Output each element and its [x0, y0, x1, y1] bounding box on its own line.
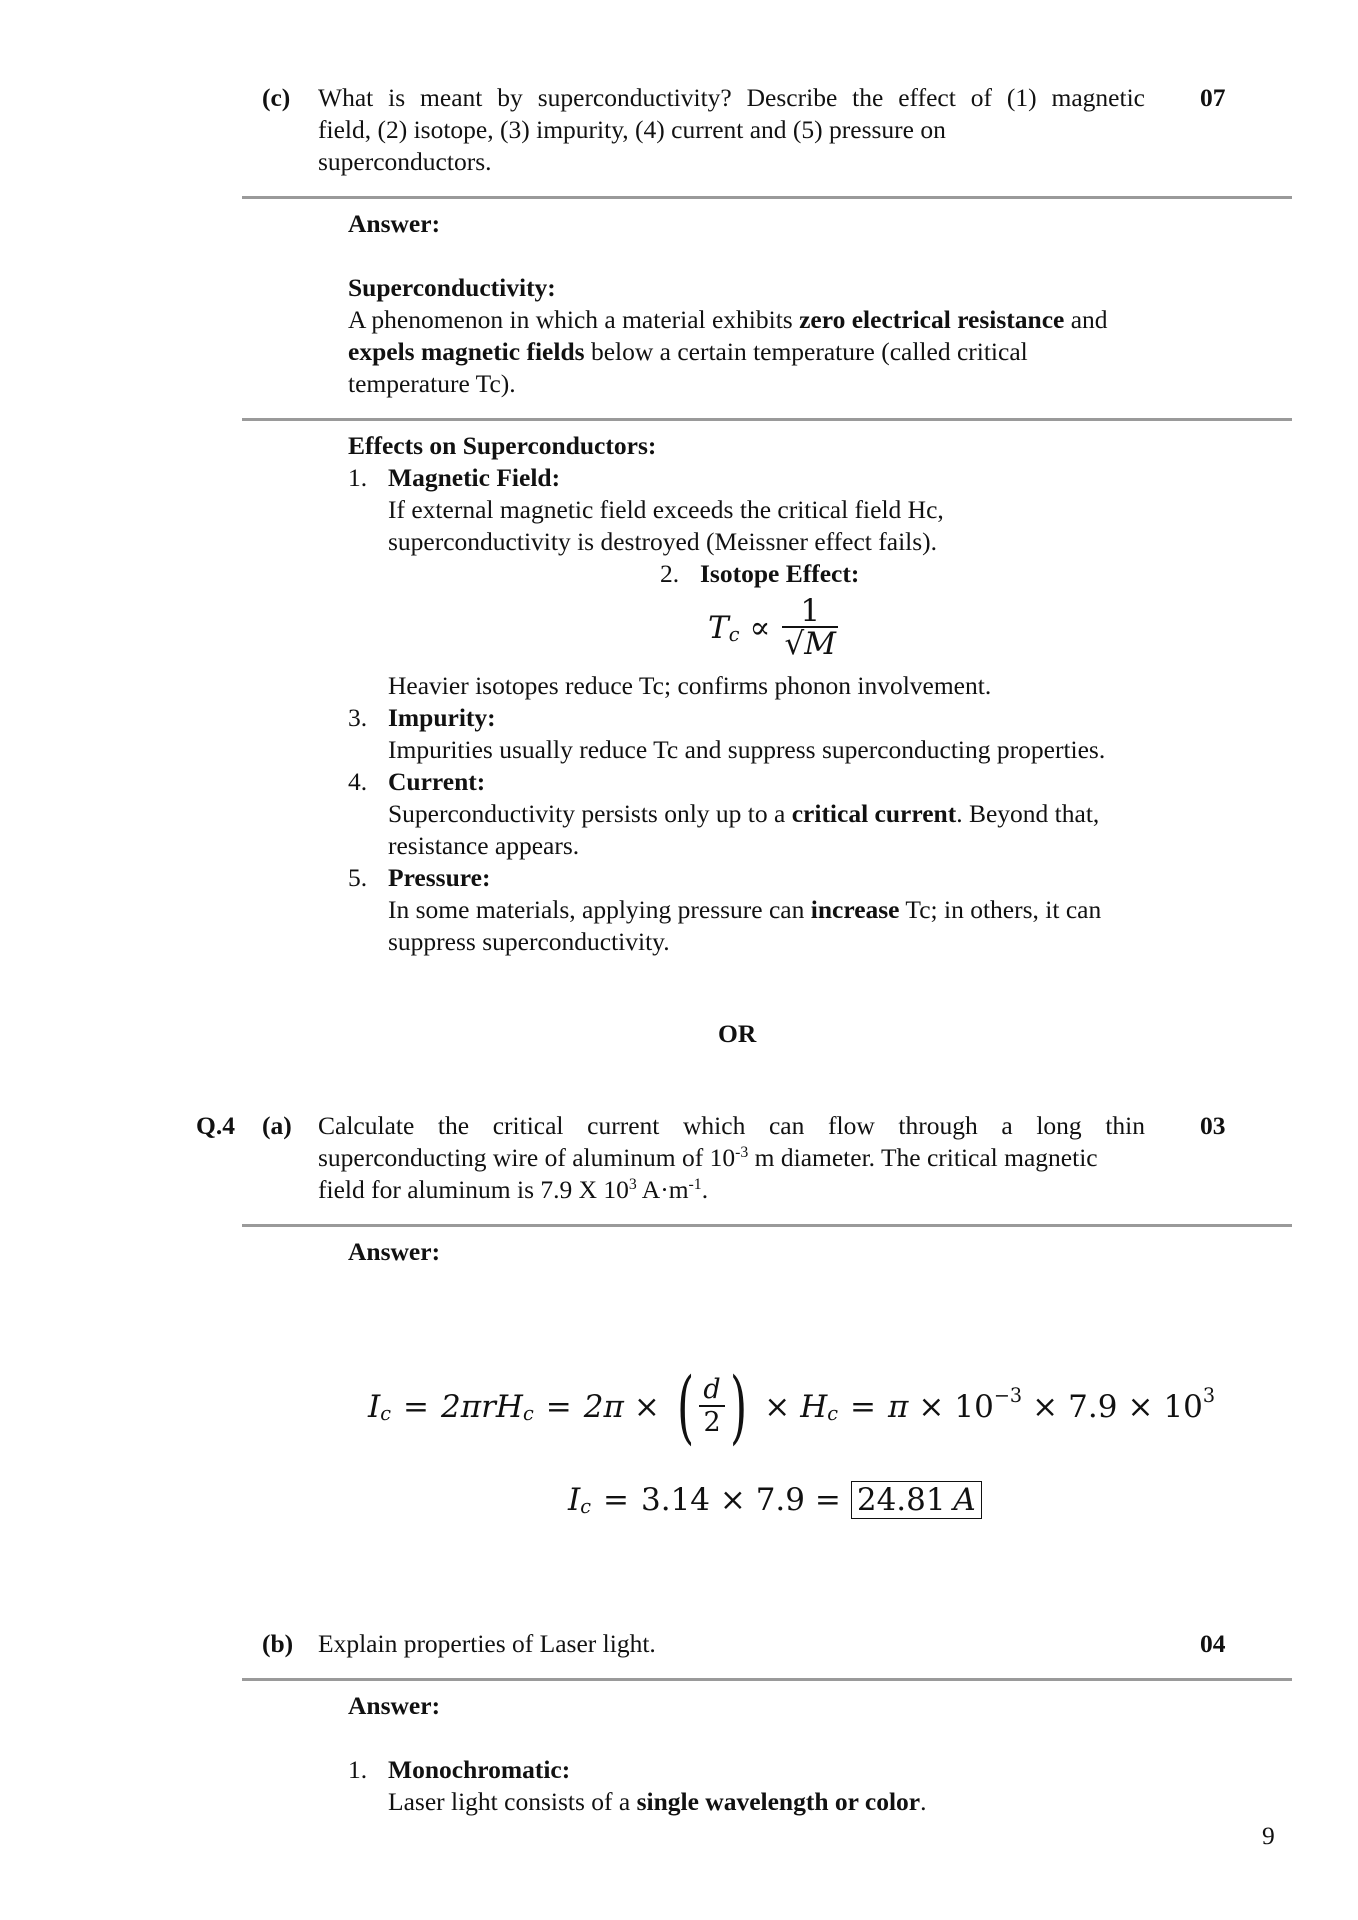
answer-label: Answer:: [348, 1237, 441, 1266]
divider: [242, 1678, 1292, 1681]
text: below a certain temperature (called critical: [584, 337, 1028, 366]
text: Superconductivity persists only up to a: [388, 799, 792, 828]
text: field for aluminum is 7.9 X 10: [318, 1175, 629, 1204]
isotope-formula: T $_c$ ∝ $\frac{1}{√M}$: [708, 593, 836, 662]
superscript: -3: [735, 1144, 749, 1162]
list-number: 1.: [348, 1755, 368, 1784]
bold-text: single wavelength or color: [636, 1787, 921, 1816]
eq-term: 2π: [583, 1389, 624, 1425]
eq-operator: ×: [633, 1389, 660, 1425]
fraction-numerator: 1: [800, 593, 821, 629]
list-item-title: Isotope Effect:: [700, 559, 860, 588]
text: . Beyond that,: [956, 799, 1100, 828]
eq-operator: ×: [918, 1389, 945, 1425]
list-item: [348, 702, 1178, 766]
text: Tc; in others, it can: [899, 895, 1102, 924]
superscript: 3: [628, 1176, 637, 1194]
bold-text: critical current: [791, 799, 957, 828]
eq-operator: ×: [1032, 1389, 1059, 1425]
list-item: [348, 862, 1178, 958]
list-item: [348, 766, 1178, 862]
question-label: (a): [262, 1111, 292, 1140]
left-paren: (: [676, 1360, 695, 1453]
question-text-line: [318, 1142, 1098, 1174]
result-box: [851, 1481, 982, 1519]
eq-symbol: I: [368, 1389, 381, 1425]
list-item-title: Pressure:: [388, 863, 491, 892]
divider: [242, 418, 1292, 421]
question-marks: 03: [1200, 1111, 1226, 1140]
list-number: 3.: [348, 703, 368, 732]
critical-current-equation: I $_c$ = 2πr H $_c$ = 2π × ( $\frac{d}{2}$ ) × H $_c$ = π × 10 $^{-3}$ × 7.9 × 10 $^3$: [368, 1360, 1216, 1453]
divider: [242, 196, 1292, 199]
proportional-symbol: ∝: [749, 610, 771, 646]
result-unit: A: [953, 1482, 976, 1518]
question-text-line: superconductors.: [318, 147, 492, 176]
list-number: 2.: [660, 559, 680, 588]
list-item-text: If external magnetic field exceeds the critical field Hc,: [388, 495, 944, 524]
question-text-line: field, (2) isotope, (3) impurity, (4) current and (5) pressure on: [318, 115, 946, 144]
list-item-title: Impurity:: [388, 703, 496, 732]
eq-operator: ×: [1127, 1389, 1154, 1425]
definition-text: [348, 304, 1168, 400]
answer-label: Answer:: [348, 209, 441, 238]
fraction-denominator: 2: [703, 1407, 721, 1438]
bold-text: increase: [810, 895, 900, 924]
bold-text: expels magnetic fields: [348, 337, 585, 366]
list-item-text: resistance appears.: [388, 831, 580, 860]
question-text-line: [318, 1174, 708, 1206]
list-item-title: Magnetic Field:: [388, 463, 561, 492]
question-marks: 07: [1200, 83, 1226, 112]
eq-operator: =: [603, 1482, 629, 1518]
question-number: Q.4: [196, 1111, 235, 1140]
question-marks: 04: [1200, 1629, 1226, 1658]
text: superconducting wire of aluminum of 10: [318, 1143, 736, 1172]
bold-text: zero electrical resistance: [799, 305, 1065, 334]
question-label: (c): [262, 83, 291, 112]
question-text-line: Calculate the critical current which can flow through a long thin: [318, 1111, 1145, 1140]
list-item: [348, 462, 1168, 558]
list-item-text: Impurities usually reduce Tc and suppress superconducting properties.: [388, 735, 1106, 764]
eq-symbol: H: [495, 1389, 523, 1425]
answer-label: Answer:: [348, 1691, 441, 1720]
fraction: [782, 593, 838, 662]
eq-term: π: [888, 1389, 909, 1425]
text: .: [920, 1787, 927, 1816]
or-separator: OR: [718, 1019, 757, 1048]
superscript: -1: [688, 1176, 702, 1194]
divider: [242, 1224, 1292, 1227]
list-item-text: Heavier isotopes reduce Tc; confirms phonon involvement.: [388, 671, 992, 700]
question-label: (b): [262, 1629, 294, 1658]
page-number: 9: [1262, 1821, 1275, 1850]
list-number: 4.: [348, 767, 368, 796]
text: temperature Tc).: [348, 369, 516, 398]
eq-operator: ×: [764, 1389, 791, 1425]
section-heading: Superconductivity:: [348, 273, 556, 302]
question-text-line: What is meant by superconductivity? Describe the effect of (1) magnetic: [318, 83, 1145, 112]
eq-term: 10: [954, 1389, 994, 1425]
eq-term: 7.9: [1068, 1389, 1118, 1425]
result-equation: I $_c$ = 3.14 × 7.9 = 24.81 A: [568, 1478, 982, 1522]
question-text-line: Explain properties of Laser light.: [318, 1629, 656, 1658]
text: A·m: [636, 1175, 689, 1204]
right-paren: ): [730, 1360, 748, 1453]
text: Laser light consists of a: [388, 1787, 637, 1816]
list-number: 1.: [348, 463, 368, 492]
fraction-denominator: √M: [784, 626, 836, 662]
list-item: [348, 1754, 1168, 1818]
text: and: [1064, 305, 1108, 334]
list-number: 5.: [348, 863, 368, 892]
eq-operator: =: [403, 1389, 429, 1425]
list-item-title: Current:: [388, 767, 486, 796]
eq-term: 2πr: [441, 1389, 496, 1425]
eq-operator: =: [850, 1389, 877, 1425]
list-item-title: Monochromatic:: [388, 1755, 571, 1784]
result-value: 24.81: [856, 1482, 946, 1518]
list-item-text: superconductivity is destroyed (Meissner effect fails).: [388, 527, 938, 556]
text: A phenomenon in which a material exhibits: [348, 305, 800, 334]
section-heading: Effects on Superconductors:: [348, 431, 657, 460]
fraction: [699, 1375, 725, 1439]
text: .: [701, 1175, 709, 1204]
formula-symbol: T: [708, 610, 729, 646]
eq-term: 3.14 × 7.9 =: [641, 1482, 841, 1518]
eq-symbol: H: [800, 1389, 828, 1425]
text: In some materials, applying pressure can: [388, 895, 811, 924]
fraction-numerator: d: [703, 1374, 721, 1405]
eq-symbol: I: [568, 1482, 581, 1518]
eq-operator: =: [545, 1389, 572, 1425]
list-item-text: suppress superconductivity.: [388, 927, 670, 956]
text: m diameter. The critical magnetic: [748, 1143, 1098, 1172]
eq-term: 10: [1163, 1389, 1203, 1425]
